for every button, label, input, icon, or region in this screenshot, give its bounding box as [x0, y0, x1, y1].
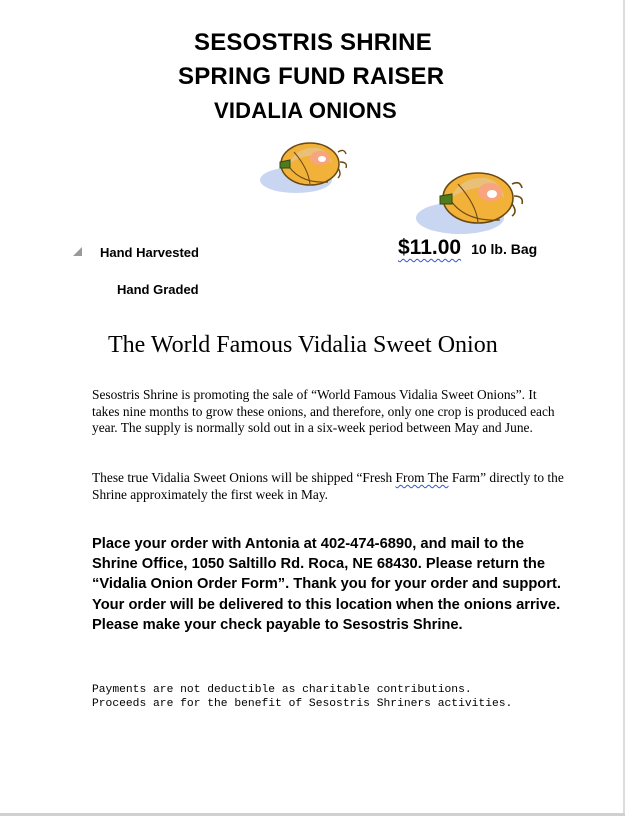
disclaimer [92, 683, 512, 711]
heading-line-3: VIDALIA ONIONS [214, 98, 397, 123]
paragraph-shipping [92, 470, 567, 503]
section-title: The World Famous Vidalia Sweet Onion [108, 332, 498, 358]
order-instructions: Place your order with Antonia at 402-474-6890, and mail to the Shrine Office, 1050 Saltillo Rd. Roca, NE 68430. Please return the “Vidalia Onion Order Form”. Thank you for your order and support. Your order will be delivered to this location when the onions arrive. Please make your check payable to Sesostris Shrine. [92, 536, 561, 633]
price-value: $11.00 [398, 236, 462, 259]
price-unit: 10 lb. Bag [471, 241, 538, 257]
paragraph-shipping-start: These true Vidalia Sweet Onions will be shipped “Fresh [92, 470, 396, 485]
disclaimer-line-1: Payments are not deductible as charitable contributions. [92, 684, 472, 696]
disclaimer-line-2: Proceeds are for the benefit of Sesostris Shriners activities. [92, 698, 513, 710]
onion-icon [258, 138, 350, 196]
feature-hand-graded: Hand Graded [117, 282, 199, 297]
paragraph-shipping-end: Farm” directly to the Shrine approximately the first week in May. [92, 470, 564, 502]
feature-hand-harvested: Hand Harvested [100, 245, 199, 260]
onion-icon [414, 168, 526, 236]
anchor-marker-icon [73, 247, 82, 256]
paragraph-intro: Sesostris Shrine is promoting the sale of “World Famous Vidalia Sweet Onions”. It takes nine months to grow these onions, and therefore, only one crop is produced each year. The supply is normally sold out in a six-week period between May and June. [92, 387, 555, 436]
heading-line-2: SPRING FUND RAISER [178, 63, 445, 90]
spellcheck-flagged-text: From The [395, 470, 449, 485]
heading-line-1: SESOSTRIS SHRINE [194, 29, 432, 56]
price-row [398, 236, 537, 260]
